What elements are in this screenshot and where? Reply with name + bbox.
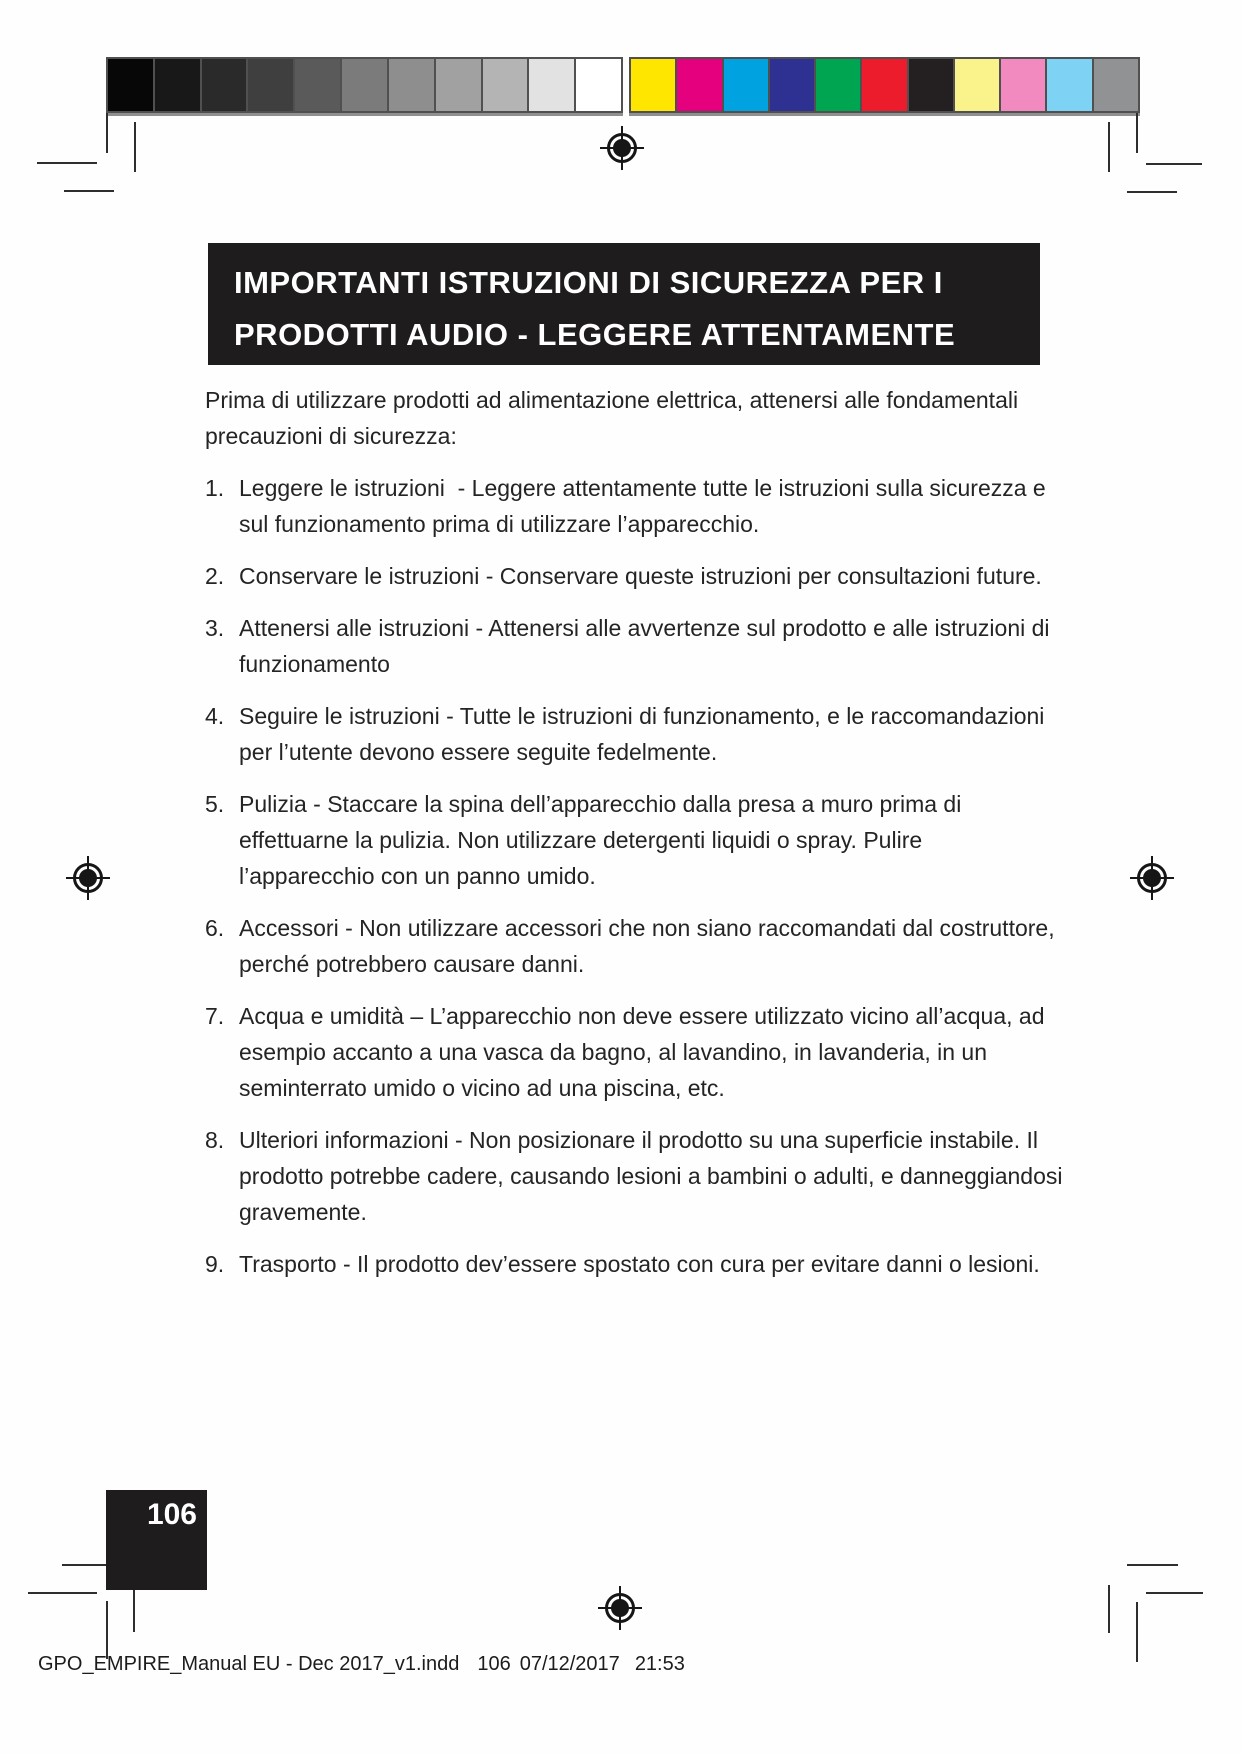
instruction-number: 7. bbox=[205, 1003, 225, 1029]
instruction-text: Conservare le istruzioni - Conservare queste istruzioni per consultazioni future. bbox=[239, 563, 1042, 589]
color-swatch bbox=[1047, 59, 1091, 111]
instruction-item bbox=[205, 1246, 1063, 1282]
color-swatch bbox=[576, 59, 621, 111]
footer-page-number: 106 bbox=[477, 1653, 511, 1675]
instruction-item bbox=[205, 1122, 1069, 1230]
instruction-text: Acqua e umidità – L’apparecchio non deve essere utilizzato vicino all’acqua, ad esempio accanto a una vasca da bagno, al lavandino, in lavanderia, in un seminterrato umido o vicino ad una piscina, etc. bbox=[239, 1003, 1051, 1101]
registration-mark-bottom-icon bbox=[598, 1586, 642, 1630]
instruction-number: 3. bbox=[205, 615, 225, 641]
registration-mark-right-icon bbox=[1130, 856, 1174, 900]
crop-mark bbox=[1136, 1602, 1138, 1662]
instruction-number: 6. bbox=[205, 915, 225, 941]
instruction-number: 8. bbox=[205, 1127, 225, 1153]
color-swatch bbox=[677, 59, 721, 111]
instruction-item bbox=[205, 558, 1063, 594]
crop-mark bbox=[1108, 1585, 1110, 1633]
instruction-text: Pulizia - Staccare la spina dell’apparecchio dalla presa a muro prima di effettuarne la pulizia. Non utilizzare detergenti liquidi o spray. Pulire l’apparecchio con un panno umido. bbox=[239, 791, 968, 889]
color-swatch bbox=[631, 59, 675, 111]
grayscale-calibration-bar bbox=[106, 57, 623, 113]
instruction-item bbox=[205, 910, 1063, 982]
crop-mark bbox=[1146, 1592, 1203, 1594]
color-swatch bbox=[248, 59, 293, 111]
instruction-item bbox=[205, 786, 1063, 894]
crop-mark bbox=[106, 1601, 108, 1659]
instruction-number: 2. bbox=[205, 563, 225, 589]
crop-mark bbox=[1108, 122, 1110, 172]
color-swatch bbox=[202, 59, 247, 111]
instruction-list bbox=[205, 470, 1069, 1282]
registration-crosshair-v bbox=[619, 1586, 621, 1630]
body-content bbox=[205, 382, 1069, 1298]
instruction-item bbox=[205, 998, 1063, 1106]
crop-mark bbox=[28, 1592, 97, 1594]
crop-mark bbox=[106, 113, 108, 153]
color-swatch bbox=[295, 59, 340, 111]
color-swatch bbox=[108, 59, 153, 111]
footer-filename: GPO_EMPIRE_Manual EU - Dec 2017_v1.indd bbox=[38, 1653, 460, 1675]
crop-mark bbox=[1127, 191, 1177, 193]
registration-crosshair-v bbox=[87, 856, 89, 900]
instruction-text: Seguire le istruzioni - Tutte le istruzioni di funzionamento, e le raccomandazioni per l’utente devono essere seguite fedelmente. bbox=[239, 703, 1051, 765]
title-line-1: IMPORTANTI ISTRUZIONI DI SICUREZZA PER I bbox=[234, 265, 943, 300]
color-swatch bbox=[1094, 59, 1138, 111]
color-swatch bbox=[816, 59, 860, 111]
color-swatch bbox=[155, 59, 200, 111]
page-number: 106 bbox=[146, 1498, 197, 1531]
registration-crosshair-v bbox=[621, 126, 623, 170]
color-swatch bbox=[724, 59, 768, 111]
instruction-text: Ulteriori informazioni - Non posizionare il prodotto su una superficie instabile. Il prodotto potrebbe cadere, causando lesioni a bambini o adulti, e danneggiandosi gravemente. bbox=[239, 1127, 1069, 1225]
color-swatch bbox=[909, 59, 953, 111]
instruction-text: Attenersi alle istruzioni - Attenersi alle avvertenze sul prodotto e alle istruzioni di funzionamento bbox=[239, 615, 1056, 677]
intro-paragraph: Prima di utilizzare prodotti ad alimentazione elettrica, attenersi alle fondamentali precauzioni di sicurezza: bbox=[205, 387, 1025, 449]
instruction-text: Leggere le istruzioni - Leggere attentamente tutte le istruzioni sulla sicurezza e sul funzionamento prima di utilizzare l’apparecchio. bbox=[239, 475, 1053, 537]
registration-mark-left-icon bbox=[66, 856, 110, 900]
instruction-text: Trasporto - Il prodotto dev’essere spostato con cura per evitare danni o lesioni. bbox=[239, 1251, 1040, 1277]
instruction-item bbox=[205, 610, 1063, 682]
color-swatch bbox=[436, 59, 481, 111]
crop-mark bbox=[64, 190, 114, 192]
crop-mark bbox=[134, 122, 136, 172]
registration-mark-top-icon bbox=[600, 126, 644, 170]
footer-date: 07/12/2017 bbox=[519, 1653, 620, 1675]
instruction-number: 5. bbox=[205, 791, 225, 817]
instruction-text: Accessori - Non utilizzare accessori che non siano raccomandati dal costruttore, perché potrebbero causare danni. bbox=[239, 915, 1061, 977]
color-swatch bbox=[862, 59, 906, 111]
color-swatch bbox=[342, 59, 387, 111]
color-swatch bbox=[389, 59, 434, 111]
crop-mark bbox=[1136, 113, 1138, 153]
instruction-number: 4. bbox=[205, 703, 225, 729]
color-swatch bbox=[483, 59, 528, 111]
page-number-box bbox=[106, 1490, 207, 1590]
crop-mark bbox=[37, 162, 97, 164]
color-calibration-bar bbox=[629, 57, 1140, 113]
crop-mark bbox=[1127, 1564, 1178, 1566]
title-banner bbox=[208, 243, 1040, 365]
registration-crosshair-v bbox=[1151, 856, 1153, 900]
instruction-number: 1. bbox=[205, 475, 225, 501]
crop-mark bbox=[1146, 163, 1202, 165]
color-swatch bbox=[1001, 59, 1045, 111]
print-footer bbox=[38, 1653, 685, 1676]
instruction-item bbox=[205, 698, 1063, 770]
instruction-number: 9. bbox=[205, 1251, 225, 1277]
instruction-item bbox=[205, 470, 1063, 542]
color-swatch bbox=[770, 59, 814, 111]
color-swatch bbox=[529, 59, 574, 111]
title-line-2: PRODOTTI AUDIO - LEGGERE ATTENTAMENTE bbox=[234, 317, 956, 352]
color-swatch bbox=[955, 59, 999, 111]
footer-time: 21:53 bbox=[634, 1653, 685, 1675]
